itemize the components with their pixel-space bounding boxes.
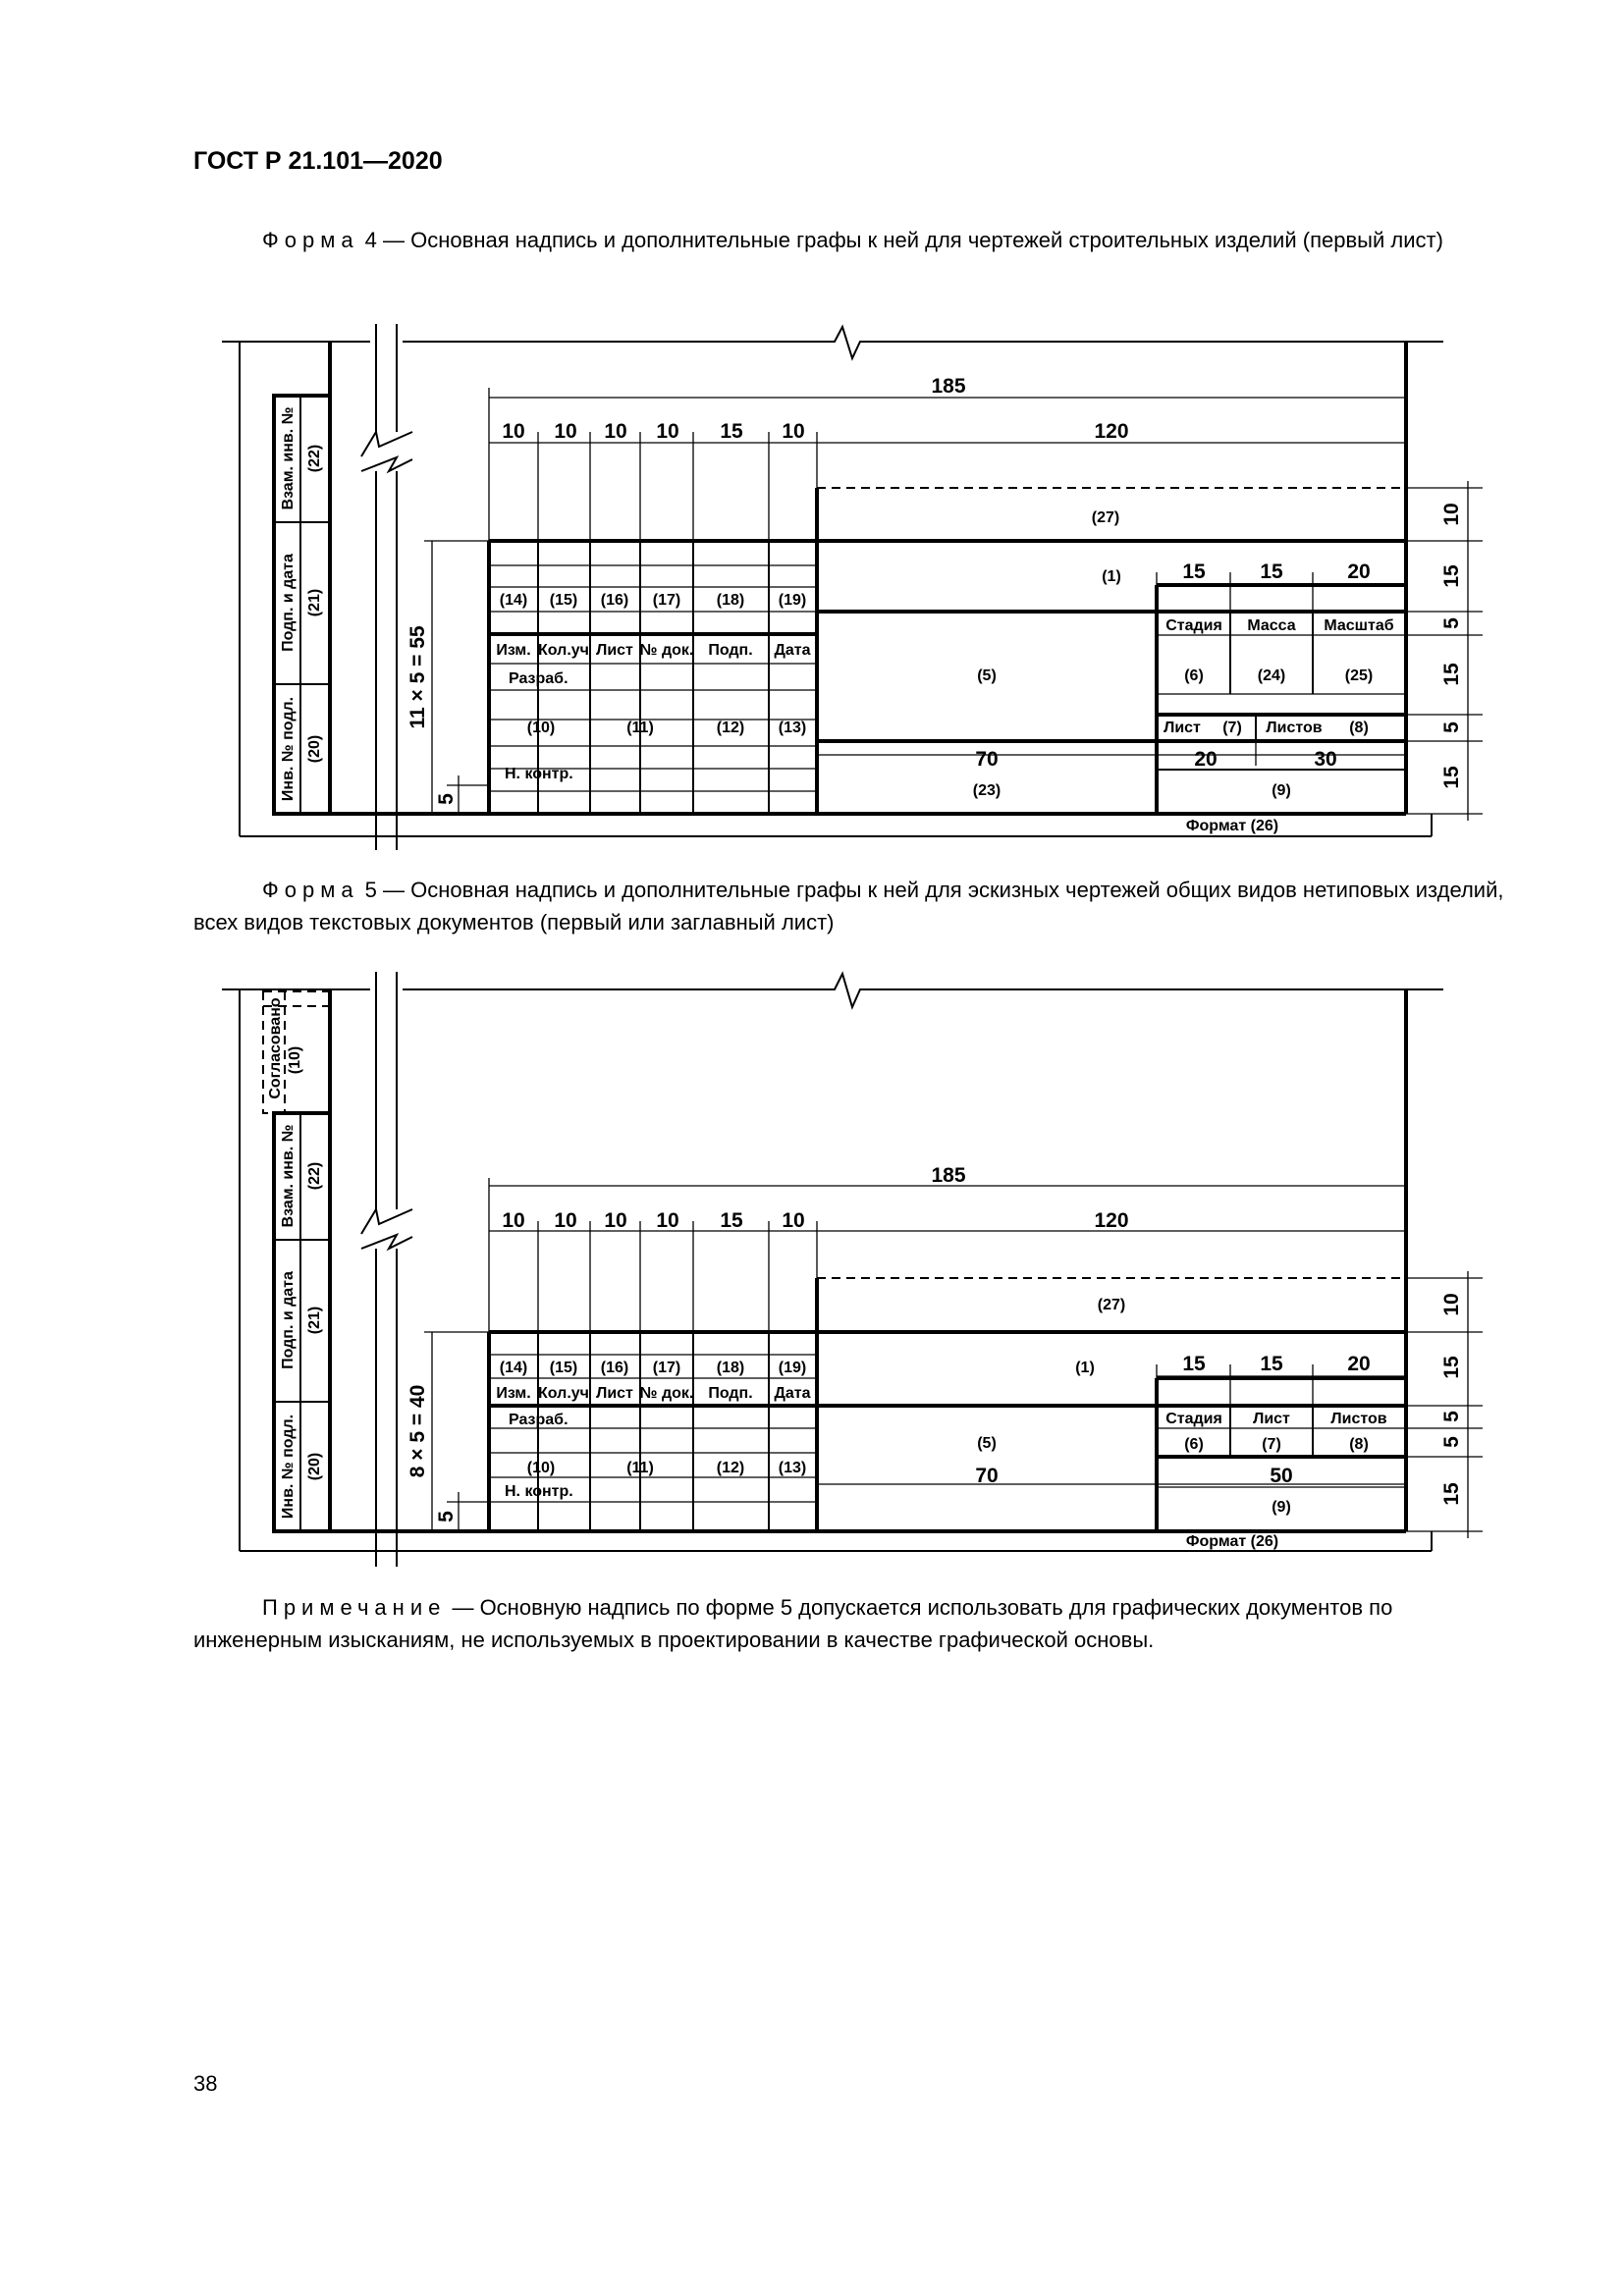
form5-dim-r10: 10 <box>1440 1293 1463 1316</box>
form4-caption-text: 4 — Основная надпись и дополнительные графы к ней для чертежей строительных изделий (первый лист) <box>358 228 1443 252</box>
form5-cell-f13: (13) <box>778 1460 807 1476</box>
form4-caption <box>193 224 1505 256</box>
form4-cell-f15: (15) <box>549 592 578 609</box>
form5-cell-f1: (1) <box>1075 1360 1095 1376</box>
form4-dim-r5b: 5 <box>1440 721 1463 733</box>
form5-cell-f10: (10) <box>526 1460 556 1476</box>
form4-cell-masshtab: Масштаб <box>1324 617 1394 634</box>
form5-cell-razrab: Разраб. <box>509 1412 568 1428</box>
form5-dim-c10d: 10 <box>656 1209 679 1232</box>
form5-cell-f18: (18) <box>716 1360 745 1376</box>
form4-dim-c10e: 10 <box>782 420 805 443</box>
form4-dim-s20: 20 <box>1347 561 1371 583</box>
form4-cell-f13: (13) <box>778 720 807 736</box>
form4-dim-c15: 15 <box>720 420 743 443</box>
form5-cell-f16: (16) <box>600 1360 629 1376</box>
form5-dim-c10a: 10 <box>502 1209 525 1232</box>
form5-cell-f9: (9) <box>1272 1499 1291 1516</box>
form4-cell-f5: (5) <box>977 667 997 684</box>
form5-dim-c120: 120 <box>1094 1209 1129 1232</box>
form5-dim-s15b: 15 <box>1260 1353 1283 1375</box>
form5-cell-f14: (14) <box>499 1360 528 1376</box>
form4-side-podp-data: Подп. и дата <box>280 554 297 652</box>
form5-cell-f7: (7) <box>1262 1436 1281 1453</box>
form5-dim-total: 185 <box>931 1164 966 1187</box>
form5-dim-c15: 15 <box>720 1209 743 1232</box>
form4-cell-nkontr: Н. контр. <box>505 766 573 782</box>
form5-dim-h5: 5 <box>435 1511 458 1522</box>
form5-cell-data: Дата <box>774 1385 811 1402</box>
form4-dim-r15a: 15 <box>1440 564 1463 588</box>
form4-cell-data: Дата <box>774 642 811 659</box>
form5-side-f22: (22) <box>306 1161 323 1191</box>
form4-cell-f12: (12) <box>716 720 745 736</box>
form4-dim-h5: 5 <box>435 793 458 805</box>
form4-dim-c120: 120 <box>1094 420 1129 443</box>
form5-cell-listov: Листов <box>1330 1411 1387 1427</box>
form4-cell-kolu: Кол.уч <box>538 642 589 659</box>
form5-cell-nkontr: Н. контр. <box>505 1483 573 1500</box>
form5-cell-f17: (17) <box>652 1360 681 1376</box>
form5-cell-list: Лист <box>596 1385 633 1402</box>
form4-caption-label: Форма <box>262 228 359 252</box>
form4-cell-stadiya: Стадия <box>1165 617 1222 634</box>
form4-cell-f14: (14) <box>499 592 528 609</box>
form5-dim-c10e: 10 <box>782 1209 805 1232</box>
form5-side-soglas: Согласовано <box>267 997 284 1099</box>
form4-dim-c20: 20 <box>1194 748 1218 771</box>
form5-side-inv: Инв. № подл. <box>280 1414 297 1520</box>
form5-cell-format: Формат (26) <box>1185 1533 1279 1550</box>
form5-cell-f27: (27) <box>1097 1297 1126 1313</box>
form4-cell-f8: (8) <box>1349 720 1369 736</box>
form4-cell-f9: (9) <box>1272 782 1291 799</box>
form5-dim-c50: 50 <box>1270 1465 1293 1487</box>
form5-cell-kolu: Кол.уч <box>538 1385 589 1402</box>
form5-dim-c70: 70 <box>975 1465 999 1487</box>
form4-cell-ndok: № док. <box>639 642 694 659</box>
form5-cell-list2: Лист <box>1253 1411 1290 1427</box>
form5-dim-c10b: 10 <box>554 1209 577 1232</box>
form4-dim-c10d: 10 <box>656 420 679 443</box>
form5-side-vzam: Взам. инв. № <box>280 1124 297 1228</box>
form5-dim-height: 8 × 5 = 40 <box>406 1384 429 1478</box>
form4-cell-f7: (7) <box>1222 720 1242 736</box>
form4-cell-f23: (23) <box>972 782 1001 799</box>
form5-dim-r15c: 15 <box>1440 1482 1463 1506</box>
form4-title-block <box>496 509 1393 834</box>
form5-dim-r5b: 5 <box>1440 1436 1463 1448</box>
form5-cell-f15: (15) <box>549 1360 578 1376</box>
form4-side-inv: Инв. № подл. <box>280 696 297 802</box>
form4-dim-c10b: 10 <box>554 420 577 443</box>
form5-side-f10s: (10) <box>287 1045 303 1075</box>
form4-cell-format: Формат (26) <box>1185 818 1279 834</box>
form4-cell-razrab: Разраб. <box>509 670 568 687</box>
form4-dim-r15b: 15 <box>1440 663 1463 686</box>
form5-dim-s15a: 15 <box>1182 1353 1206 1375</box>
page-number: 38 <box>193 2071 218 2096</box>
form4-cell-izm: Изм. <box>496 642 531 659</box>
form4-cell-listov: Листов <box>1266 720 1323 736</box>
form4-cell-f17: (17) <box>652 592 681 609</box>
form5-cell-f19: (19) <box>778 1360 807 1376</box>
form4-cell-f11: (11) <box>626 720 654 736</box>
form4-cell-f18: (18) <box>716 592 745 609</box>
form4-dim-r15c: 15 <box>1440 766 1463 789</box>
form4-side-vzam: Взам. инв. № <box>280 406 297 510</box>
form4-dim-c70: 70 <box>975 748 999 771</box>
document-header: ГОСТ Р 21.101—2020 <box>193 147 443 175</box>
form4-side-f22: (22) <box>306 444 323 473</box>
form4-cell-f10: (10) <box>526 720 556 736</box>
form5-caption-label: Форма <box>262 878 359 902</box>
note <box>193 1591 1505 1656</box>
form4-dim-s15a: 15 <box>1182 561 1206 583</box>
form5-cell-f11: (11) <box>626 1460 654 1476</box>
form5-cell-izm: Изм. <box>496 1385 531 1402</box>
form5-cell-podp: Подп. <box>708 1385 753 1402</box>
form5-cell-f6: (6) <box>1184 1436 1204 1453</box>
form4-dim-r5a: 5 <box>1440 617 1463 629</box>
form5-title-block <box>496 1297 1386 1550</box>
form5-cell-f5: (5) <box>977 1435 997 1452</box>
form4-dim-r10: 10 <box>1440 503 1463 526</box>
form4-cell-f24: (24) <box>1257 667 1286 684</box>
form4-dim-s15b: 15 <box>1260 561 1283 583</box>
form4-dim-c10a: 10 <box>502 420 525 443</box>
form4-dim-total: 185 <box>931 375 966 398</box>
form5-cell-ndok: № док. <box>639 1385 694 1402</box>
form5-side-f21: (21) <box>306 1306 323 1335</box>
form4-cell-f16: (16) <box>600 592 629 609</box>
form4-cell-f27: (27) <box>1091 509 1120 526</box>
form5-drawing <box>0 962 1624 1571</box>
form4-dim-c30: 30 <box>1314 748 1337 771</box>
form4-cell-f1: (1) <box>1102 568 1121 585</box>
form5-caption-text: 5 — Основная надпись и дополнительные графы к ней для эскизных чертежей общих видов нетиповых изделий, всех видов текстовых документов (первый или заглавный лист) <box>193 878 1504 934</box>
form4-side-f21: (21) <box>306 588 323 617</box>
form5-dim-s20: 20 <box>1347 1353 1371 1375</box>
form4-cell-massa: Масса <box>1247 617 1296 634</box>
form4-cell-podp: Подп. <box>708 642 753 659</box>
form4-cell-f6: (6) <box>1184 667 1204 684</box>
form5-dim-r15a: 15 <box>1440 1356 1463 1379</box>
form4-cell-f19: (19) <box>778 592 807 609</box>
form5-caption <box>193 874 1505 938</box>
form5-dim-r5a: 5 <box>1440 1411 1463 1422</box>
form5-dim-c10c: 10 <box>604 1209 627 1232</box>
form5-cell-stadiya: Стадия <box>1165 1411 1222 1427</box>
form4-cell-f25: (25) <box>1344 667 1374 684</box>
form4-dim-c10c: 10 <box>604 420 627 443</box>
form5-side-f20: (20) <box>306 1452 323 1481</box>
form5-cell-f8: (8) <box>1349 1436 1369 1453</box>
form5-side-podp-data: Подп. и дата <box>280 1271 297 1369</box>
form4-cell-list2: Лист <box>1164 720 1201 736</box>
form5-cell-f12: (12) <box>716 1460 745 1476</box>
note-text: — Основную надпись по форме 5 допускается использовать для графических документов по инженерным изысканиям, не используемых в проектировании в качестве графической основы. <box>193 1595 1393 1652</box>
note-label: Примечание <box>262 1595 447 1620</box>
form4-side-f20: (20) <box>306 734 323 764</box>
form5-dimensions <box>406 1164 1463 1522</box>
form4-cell-list: Лист <box>596 642 633 659</box>
form4-dim-height: 11 × 5 = 55 <box>406 625 429 729</box>
form4-drawing <box>0 314 1624 864</box>
